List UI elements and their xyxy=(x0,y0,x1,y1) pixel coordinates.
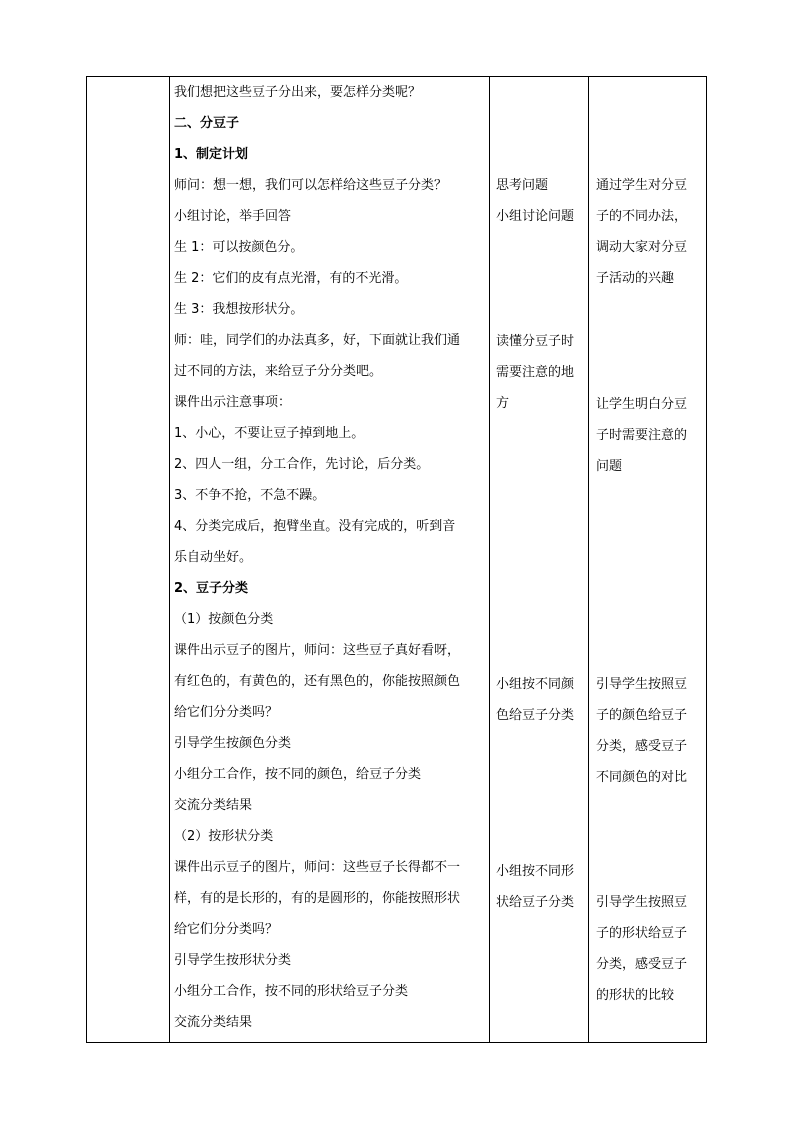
process-line: 小组分工合作，按不同的颜色，给豆子分类 xyxy=(174,767,422,782)
design-intent-line: 子的颜色给豆子 xyxy=(596,708,688,723)
design-intent-line: 问题 xyxy=(596,459,623,474)
process-line: 给它们分分类吗？ xyxy=(174,922,279,937)
column-divider-3 xyxy=(588,77,589,1042)
process-line: 课件出示豆子的图片，师问：这些豆子长得都不一 xyxy=(174,860,461,875)
process-line: 交流分类结果 xyxy=(174,1015,253,1030)
column-divider-1 xyxy=(169,77,170,1042)
design-intent-line: 引导学生按照豆 xyxy=(596,895,688,910)
student-activity-line: 色给豆子分类 xyxy=(496,708,575,723)
process-line: 小组分工合作，按不同的形状给豆子分类 xyxy=(174,984,409,999)
design-intent-group-1 xyxy=(596,170,704,294)
design-intent-line: 调动大家对分豆 xyxy=(596,240,688,255)
design-intent-line: 不同颜色的对比 xyxy=(596,770,688,785)
column-divider-2 xyxy=(489,77,490,1042)
design-intent-group-4 xyxy=(596,887,704,1011)
design-intent-line: 分类，感受豆子 xyxy=(596,739,688,754)
process-line: 小组讨论，举手回答 xyxy=(174,209,292,224)
student-activity-line: 状给豆子分类 xyxy=(496,895,575,910)
design-intent-group-3 xyxy=(596,669,704,793)
student-activity-group-4 xyxy=(496,856,588,918)
process-line: （1）按颜色分类 xyxy=(174,612,274,627)
design-intent-line: 的形状的比较 xyxy=(596,988,675,1003)
process-line: 我们想把这些豆子分出来，要怎样分类呢？ xyxy=(174,85,422,100)
process-line: （2）按形状分类 xyxy=(174,829,274,844)
process-line: 乐自动坐好。 xyxy=(174,550,253,565)
process-line: 给它们分分类吗？ xyxy=(174,705,279,720)
student-activity-line: 方 xyxy=(496,396,510,411)
student-activity-line: 小组讨论问题 xyxy=(496,209,575,224)
process-line: 引导学生按形状分类 xyxy=(174,953,292,968)
student-activity-group-3 xyxy=(496,669,588,731)
design-intent-line: 让学生明白分豆 xyxy=(596,397,688,412)
process-line: 2、四人一组，分工合作，先讨论，后分类。 xyxy=(174,457,430,472)
design-intent-line: 引导学生按照豆 xyxy=(596,677,688,692)
design-intent-line: 分类，感受豆子 xyxy=(596,957,688,972)
process-line: 课件出示豆子的图片，师问：这些豆子真好看呀， xyxy=(174,643,461,658)
process-line: 2、豆子分类 xyxy=(174,581,249,596)
student-activity-group-2 xyxy=(496,326,588,419)
process-line: 师问：想一想，我们可以怎样给这些豆子分类？ xyxy=(174,178,448,193)
student-activity-group-1 xyxy=(496,170,588,232)
student-activity-line: 小组按不同颜 xyxy=(496,677,575,692)
process-line: 引导学生按颜色分类 xyxy=(174,736,292,751)
process-line: 1、制定计划 xyxy=(174,147,249,162)
student-activity-line: 读懂分豆子时 xyxy=(496,334,575,349)
student-activity-line: 小组按不同形 xyxy=(496,864,575,879)
process-line: 生 2：它们的皮有点光滑，有的不光滑。 xyxy=(174,271,408,286)
student-activity-line: 思考问题 xyxy=(496,178,549,193)
process-line: 交流分类结果 xyxy=(174,798,253,813)
process-line: 4、分类完成后，抱臂坐直。没有完成的，听到音 xyxy=(174,519,456,534)
process-line: 有红色的，有黄色的，还有黑色的，你能按照颜色 xyxy=(174,674,461,689)
design-intent-line: 子的不同办法， xyxy=(596,209,688,224)
process-line: 过不同的方法，来给豆子分分类吧。 xyxy=(174,364,383,379)
design-intent-line: 子的形状给豆子 xyxy=(596,926,688,941)
process-line: 师：哇，同学们的办法真多，好，下面就让我们通 xyxy=(174,333,461,348)
process-line: 二、分豆子 xyxy=(174,116,240,131)
process-line: 3、不争不抢，不急不躁。 xyxy=(174,488,326,503)
design-intent-line: 子时需要注意的 xyxy=(596,428,688,443)
student-activity-line: 需要注意的地 xyxy=(496,365,575,380)
teaching-process-column xyxy=(174,77,486,1038)
process-line: 生 1：可以按颜色分。 xyxy=(174,240,304,255)
design-intent-line: 子活动的兴趣 xyxy=(596,271,675,286)
process-line: 1、小心，不要让豆子掉到地上。 xyxy=(174,426,365,441)
process-line: 样，有的是长形的，有的是圆形的，你能按照形状 xyxy=(174,891,461,906)
design-intent-line: 通过学生对分豆 xyxy=(596,178,688,193)
process-line: 课件出示注意事项： xyxy=(174,395,292,410)
process-line: 生 3：我想按形状分。 xyxy=(174,302,304,317)
design-intent-group-2 xyxy=(596,389,704,482)
